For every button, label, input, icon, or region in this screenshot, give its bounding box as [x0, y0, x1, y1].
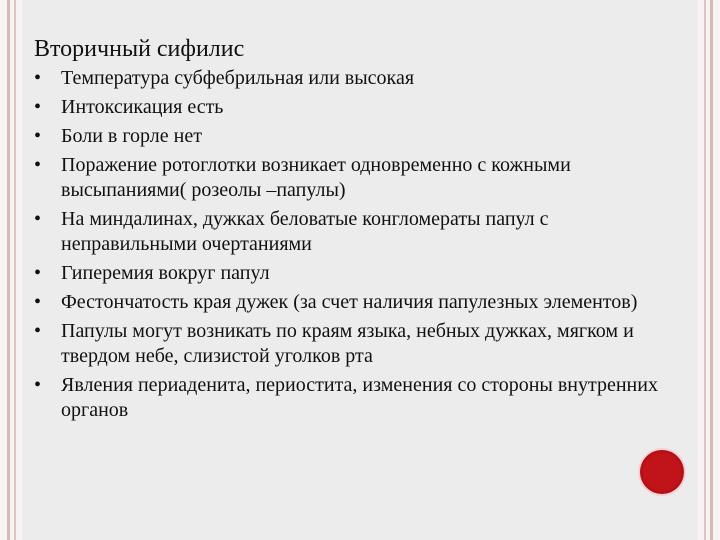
list-item-text: Фестончатость края дужек (за счет наличия папулезных элементов) — [61, 291, 638, 313]
left-border-stripe-inner — [14, 0, 16, 540]
bullet-icon: • — [34, 320, 42, 342]
red-circle-decoration — [640, 450, 684, 494]
list-item — [34, 261, 664, 286]
list-item — [34, 290, 664, 315]
left-decorative-border — [0, 0, 22, 540]
list-item-text: Явления периаденита, периостита, изменения со стороны внутренних органов — [61, 374, 658, 421]
list-item — [34, 66, 664, 91]
bullet-list — [34, 66, 664, 423]
bullet-icon: • — [34, 125, 42, 147]
list-item-text: На миндалинах, дужках беловатые конгломераты папул с неправильными очертаниями — [61, 208, 549, 255]
bullet-icon: • — [34, 154, 42, 176]
list-item — [34, 373, 664, 423]
bullet-icon: • — [34, 67, 42, 89]
list-item-text: Поражение ротоглотки возникает одновременно с кожными высыпаниями( розеолы –папулы) — [61, 154, 571, 201]
slide-content — [34, 34, 664, 427]
list-item — [34, 153, 664, 203]
right-decorative-border — [698, 0, 720, 540]
list-item-text: Температура субфебрильная или высокая — [61, 67, 415, 89]
list-item — [34, 124, 664, 149]
bullet-icon: • — [34, 262, 42, 284]
list-item — [34, 207, 664, 257]
list-item-text: Папулы могут возникать по краям языка, небных дужках, мягком и твердом небе, слизистой уголков рта — [61, 320, 634, 367]
list-item-text: Боли в горле нет — [61, 125, 202, 147]
left-border-stripe — [7, 0, 10, 540]
bullet-icon: • — [34, 291, 42, 313]
list-item — [34, 319, 664, 369]
bullet-icon: • — [34, 208, 42, 230]
bullet-icon: • — [34, 96, 42, 118]
right-border-stripe-inner — [704, 0, 706, 540]
slide-title: Вторичный сифилис — [34, 36, 245, 62]
right-border-stripe — [710, 0, 713, 540]
list-item-text: Гиперемия вокруг папул — [61, 262, 270, 284]
bullet-icon: • — [34, 374, 42, 396]
list-item-text: Интоксикация есть — [61, 96, 224, 118]
list-item — [34, 95, 664, 120]
